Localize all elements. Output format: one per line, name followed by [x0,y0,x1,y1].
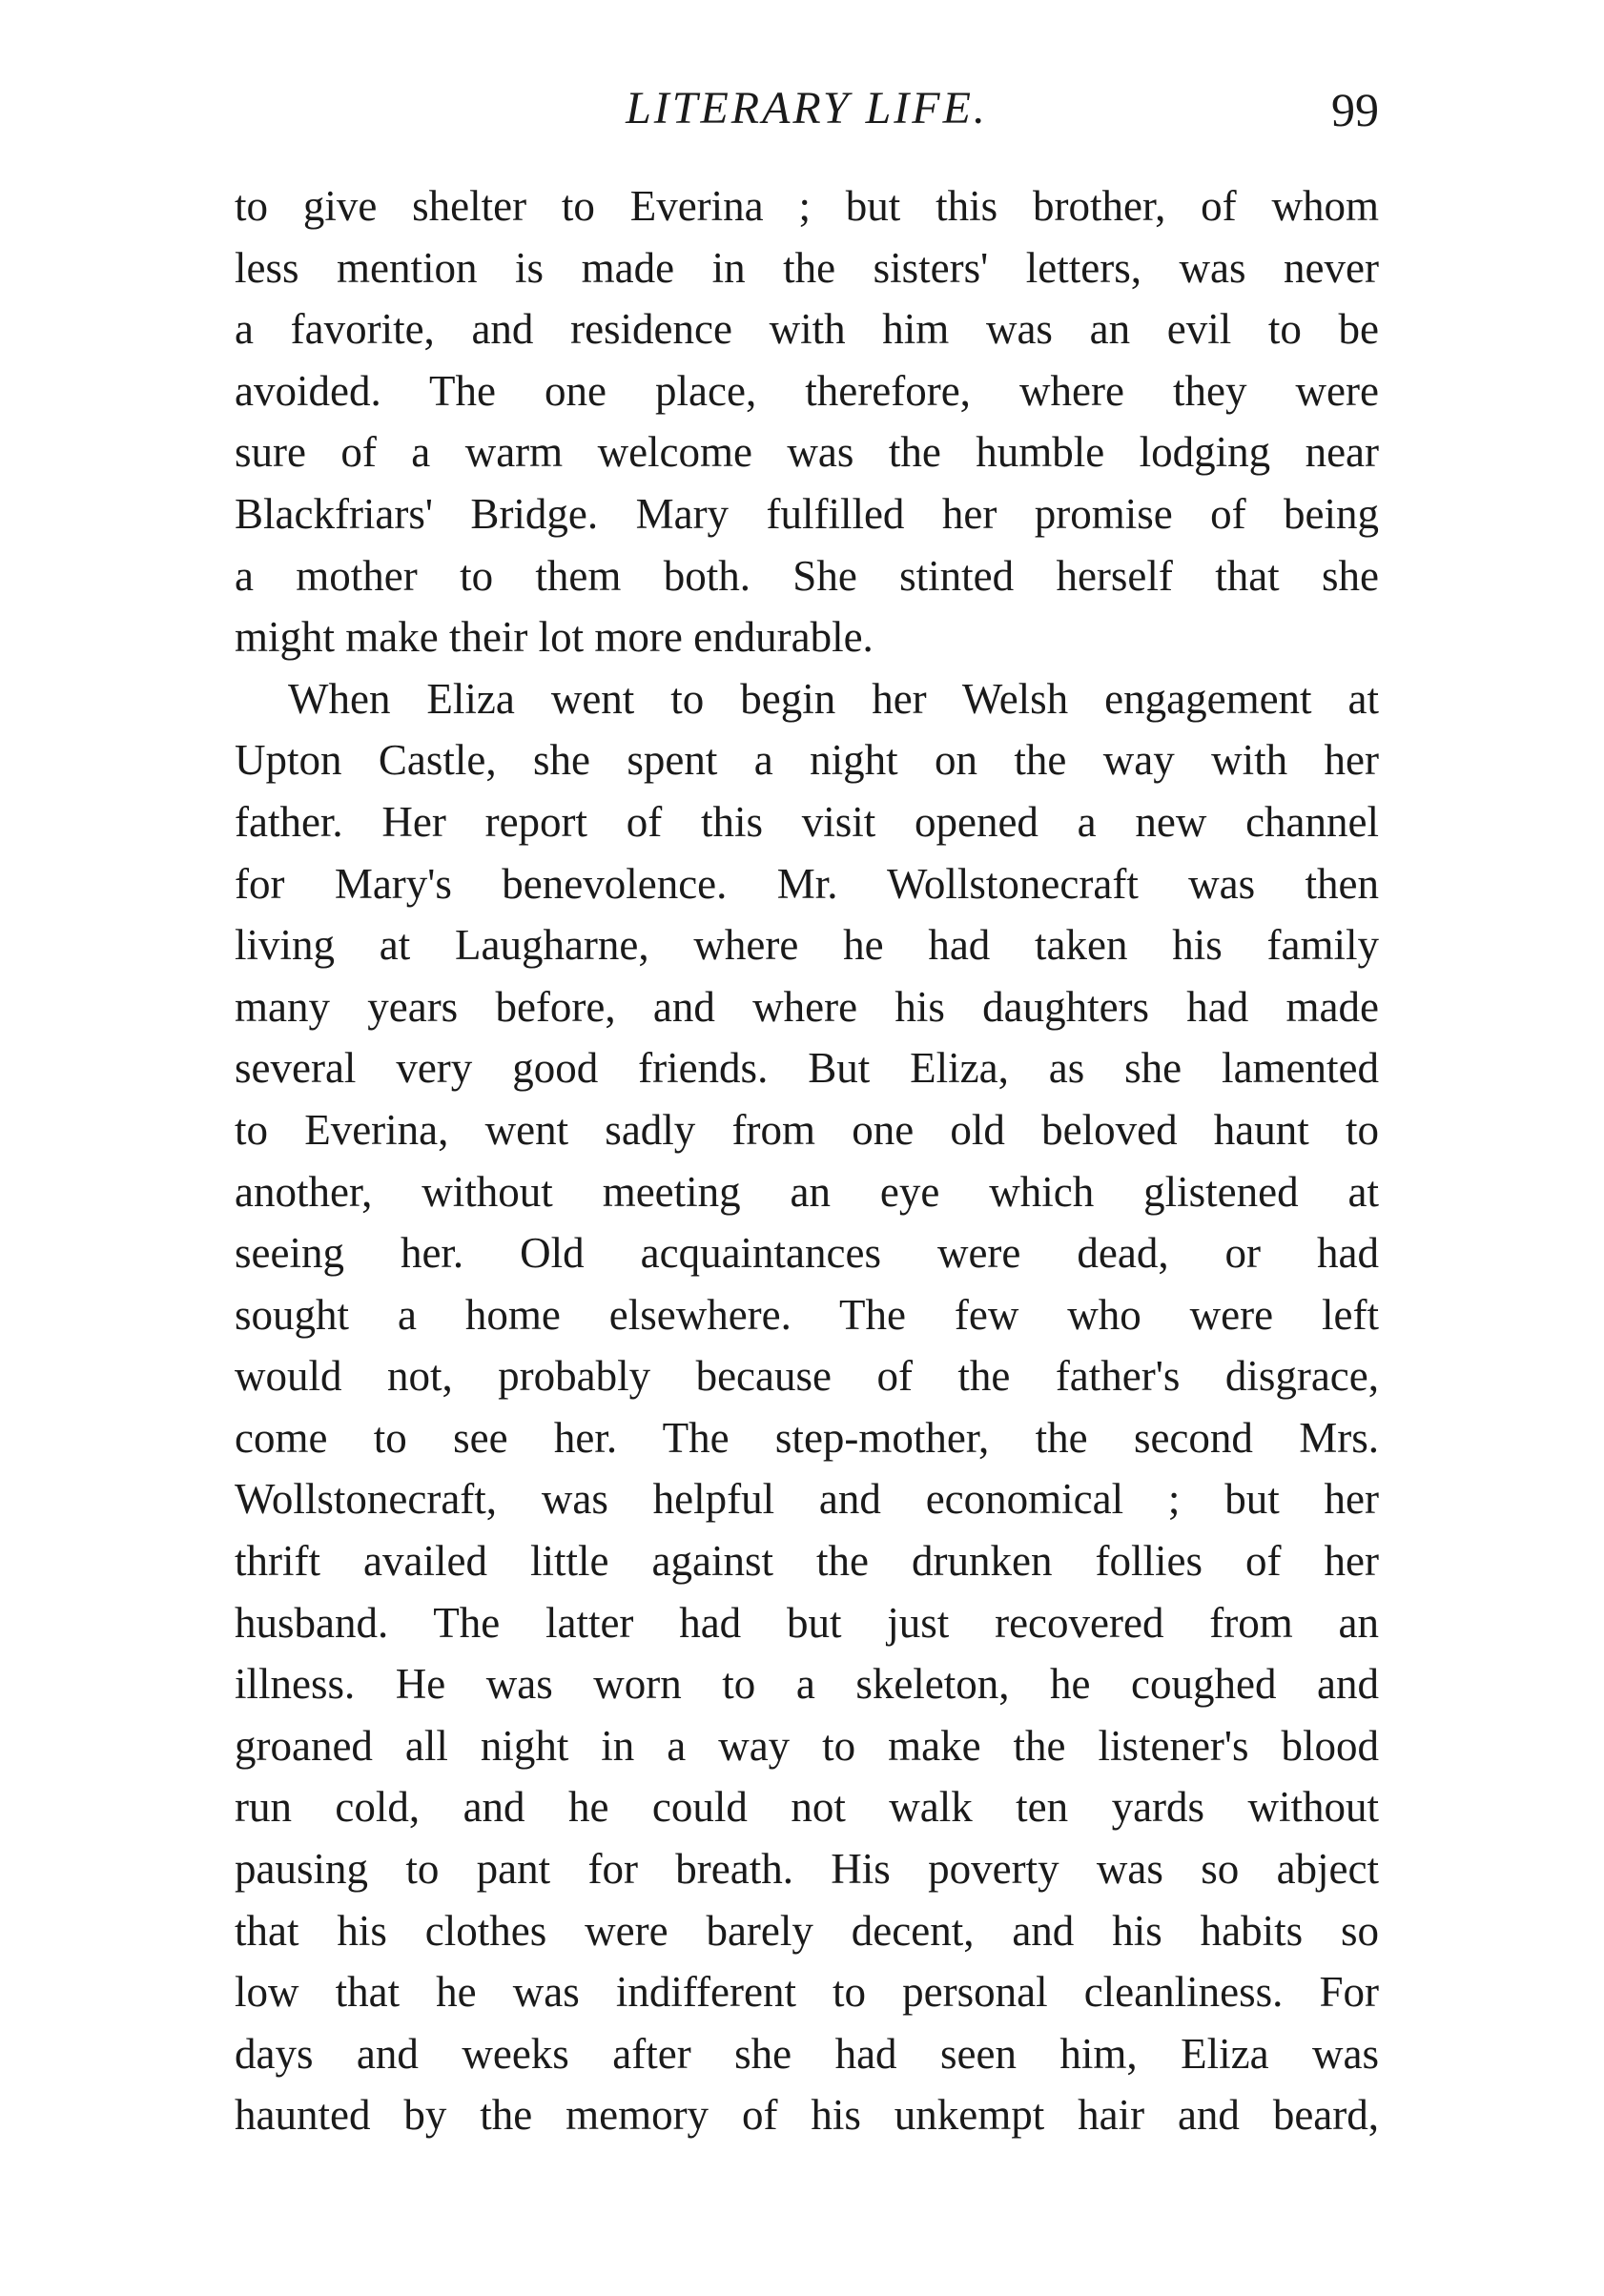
text-line: sure of a warm welcome was the humble lodging near [235,428,1379,477]
text-line: less mention is made in the sisters' letters, was never [235,243,1379,292]
page-number: 99 [1331,83,1379,136]
text-line: run cold, and he could not walk ten yards without [235,1783,1379,1832]
running-title: LITERARY LIFE. [626,83,988,133]
text-line: living at Laugharne, where he had taken his family [235,921,1379,970]
text-line: days and weeks after she had seen him, Eliza was [235,2029,1379,2078]
running-head [235,82,1379,149]
text-line: a mother to them both. She stinted herself that she [235,551,1379,600]
text-line: several very good friends. But Eliza, as she lamented [235,1044,1379,1093]
text-line: Wollstonecraft, was helpful and economical ; but her [235,1475,1379,1524]
text-line: to give shelter to Everina ; but this brother, of whom [235,182,1379,230]
text-line: to Everina, went sadly from one old beloved haunt to [235,1105,1379,1154]
text-line: for Mary's benevolence. Mr. Wollstonecraft was then [235,859,1379,908]
text-line: Upton Castle, she spent a night on the way with her [235,736,1379,785]
text-line: husband. The latter had but just recovered from an [235,1598,1379,1647]
text-line: illness. He was worn to a skeleton, he coughed and [235,1660,1379,1709]
text-line: groaned all night in a way to make the listener's blood [235,1721,1379,1770]
text-line: another, without meeting an eye which glistened at [235,1167,1379,1216]
text-line: would not, probably because of the father's disgrace, [235,1352,1379,1401]
text-line: seeing her. Old acquaintances were dead, or had [235,1229,1379,1278]
text-line: many years before, and where his daughters had made [235,982,1379,1031]
text-line: pausing to pant for breath. His poverty was so abject [235,1845,1379,1894]
text-line: When Eliza went to begin her Welsh engagement at [288,674,1379,723]
text-line: come to see her. The step-mother, the second Mrs. [235,1413,1379,1462]
text-line: might make their lot more endurable. [235,613,874,662]
text-line: Blackfriars' Bridge. Mary fulfilled her promise of being [235,489,1379,538]
text-line: haunted by the memory of his unkempt hair and beard, [235,2091,1379,2140]
body-text [235,175,1379,2146]
text-line: sought a home elsewhere. The few who were left [235,1290,1379,1339]
text-line: low that he was indifferent to personal cleanliness. For [235,1968,1379,2017]
text-line: thrift availed little against the drunken follies of her [235,1537,1379,1586]
text-line: that his clothes were barely decent, and his habits so [235,1906,1379,1955]
text-line: avoided. The one place, therefore, where they were [235,366,1379,415]
text-line: father. Her report of this visit opened a new channel [235,797,1379,846]
text-line: a favorite, and residence with him was an evil to be [235,305,1379,354]
